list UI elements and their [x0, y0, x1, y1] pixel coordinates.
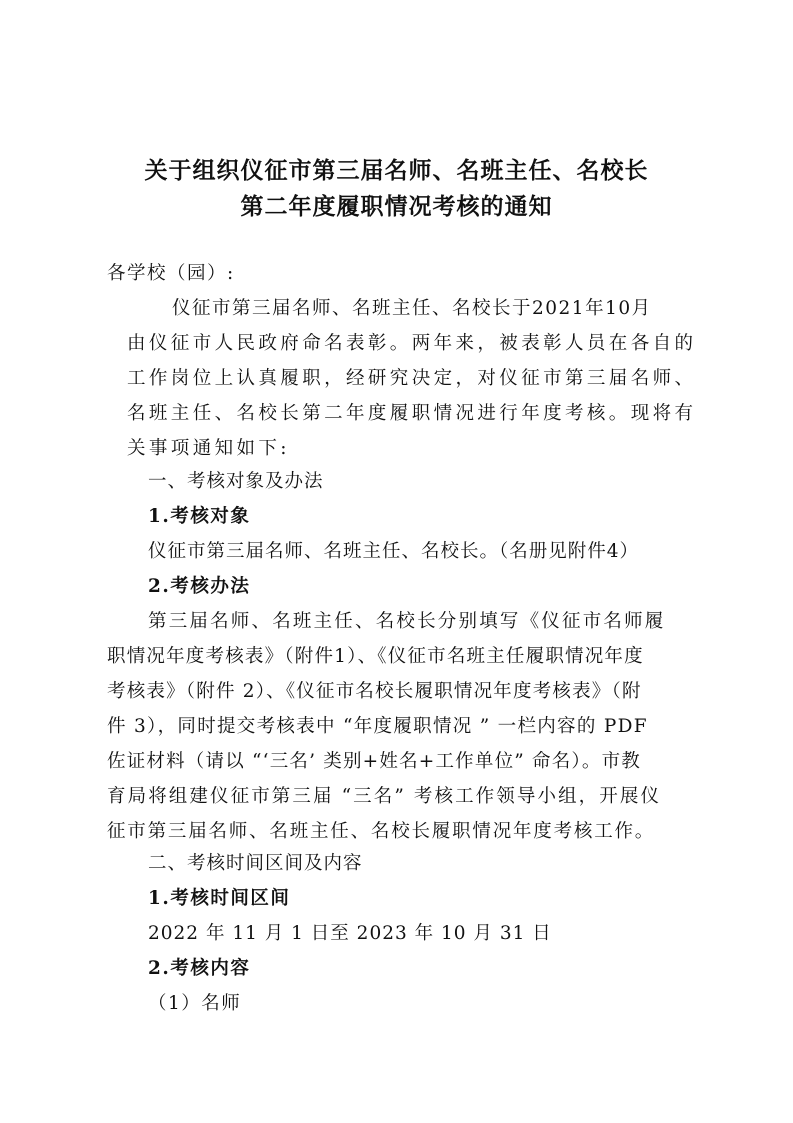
section-1-1-heading: 1.考核对象 — [148, 506, 251, 527]
section-1-2-line-4: 件 3），同时提交考核表中 “年度履职情况 ” 一栏内容的 PDF — [107, 716, 648, 737]
section-1-2-line-7: 征市第三届名师、名班主任、名校长履职情况年度考核工作。 — [107, 821, 656, 842]
document-title-line-2: 第二年度履职情况考核的通知 — [240, 193, 553, 220]
salutation: 各学校（园）: — [107, 263, 235, 284]
section-2-heading: 二、考核时间区间及内容 — [148, 853, 363, 874]
intro-line-4: 名班主任、名校长第二年度履职情况进行年度考核。现将有 — [127, 403, 697, 424]
intro-line-2: 由仪征市人民政府命名表彰。两年来，被表彰人员在各自的 — [127, 333, 697, 354]
section-1-2-line-6: 育局将组建仪征市第三届 “三名” 考核工作领导小组，开展仪 — [107, 786, 662, 807]
intro-line-5: 关事项通知如下: — [127, 438, 290, 459]
section-1-2-line-3: 考核表》（附件 2）、《仪征市名校长履职情况年度考核表》（附 — [107, 681, 642, 702]
section-2-1-heading: 1.考核时间区间 — [148, 888, 291, 909]
section-1-1-text: 仪征市第三届名师、名班主任、名校长。（名册见附件4） — [148, 541, 640, 562]
section-2-1-text: 2022 年 11 月 1 日至 2023 年 10 月 31 日 — [148, 923, 552, 944]
section-2-2-item-1: （1）名师 — [148, 993, 242, 1014]
intro-line-3: 工作岗位上认真履职，经研究决定，对仪征市第三届名师、 — [127, 368, 697, 389]
document-title-line-1: 关于组织仪征市第三届名师、名班主任、名校长 — [144, 157, 649, 184]
section-2-2-heading: 2.考核内容 — [148, 958, 251, 979]
section-1-2-line-1: 第三届名师、名班主任、名校长分别填写《仪征市名师履 — [148, 611, 666, 632]
intro-line-1: 仪征市第三届名师、名班主任、名校长于2021年10月 — [172, 298, 652, 319]
section-1-2-line-5: 佐证材料（请以 “‘三名’ 类别+姓名+工作单位” 命名）。市教 — [107, 751, 641, 772]
section-1-heading: 一、考核对象及办法 — [148, 471, 324, 492]
section-1-2-heading: 2.考核办法 — [148, 576, 251, 597]
section-1-2-line-2: 职情况年度考核表》（附件1）、《仪征市名班主任履职情况年度 — [107, 646, 644, 667]
